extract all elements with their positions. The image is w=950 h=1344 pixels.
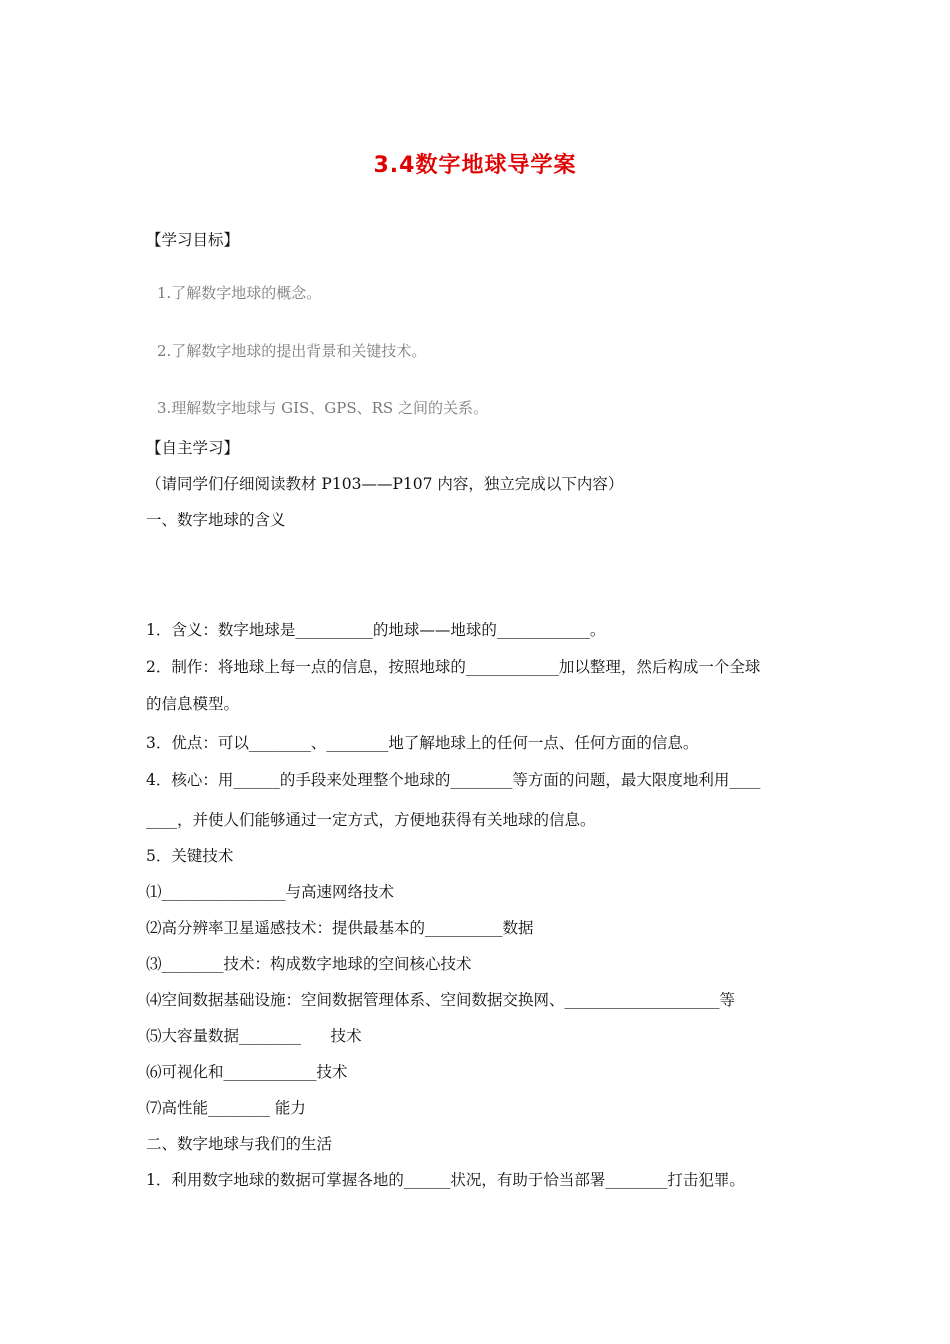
section1-line: 的信息模型。 [146, 695, 240, 713]
objectives-heading: 【学习目标】 [146, 231, 240, 249]
page-title: 3.4数字地球导学案 [373, 153, 577, 178]
key-tech-item: ⑸大容量数据________ 技术 [146, 1027, 362, 1045]
key-tech-item: ⑴________________与高速网络技术 [146, 883, 395, 901]
objective-item-1: 1.了解数字地球的概念。 [157, 284, 322, 302]
key-tech-item: ⑺高性能________ 能力 [146, 1099, 306, 1117]
key-tech-item: ⑹可视化和____________技术 [146, 1063, 348, 1081]
section1-line: 4．核心：用______的手段来处理整个地球的________等方面的问题，最大限度地利用____ [146, 771, 761, 789]
section1-line: 2．制作：将地球上每一点的信息，按照地球的____________加以整理，然后构成一个全球 [146, 658, 761, 676]
objective-item-2: 2.了解数字地球的提出背景和关键技术。 [157, 342, 427, 360]
section1-line: 1．含义：数字地球是__________的地球——地球的____________。 [146, 621, 606, 639]
section1-heading: 一、数字地球的含义 [146, 511, 286, 529]
self-study-heading: 【自主学习】 [146, 439, 240, 457]
self-study-instruction: （请同学们仔细阅读教材 P103——P107 内容，独立完成以下内容） [146, 475, 624, 493]
key-tech-item: ⑷空间数据基础设施：空间数据管理体系、空间数据交换网、____________________等 [146, 991, 736, 1009]
section1-line: 5．关键技术 [146, 847, 234, 865]
section2-heading: 二、数字地球与我们的生活 [146, 1135, 333, 1153]
key-tech-item: ⑶________技术：构成数字地球的空间核心技术 [146, 955, 472, 973]
section1-line: 3．优点：可以________、________地了解地球上的任何一点、任何方面的信息。 [146, 734, 699, 752]
section1-line: ____，并使人们能够通过一定方式，方便地获得有关地球的信息。 [146, 811, 596, 829]
objective-item-3: 3.理解数字地球与 GIS、GPS、RS 之间的关系。 [157, 399, 488, 417]
section2-line: 1．利用数字地球的数据可掌握各地的______状况，有助于恰当部署________打击犯罪。 [146, 1171, 745, 1189]
key-tech-item: ⑵高分辨率卫星遥感技术：提供最基本的__________数据 [146, 919, 534, 937]
